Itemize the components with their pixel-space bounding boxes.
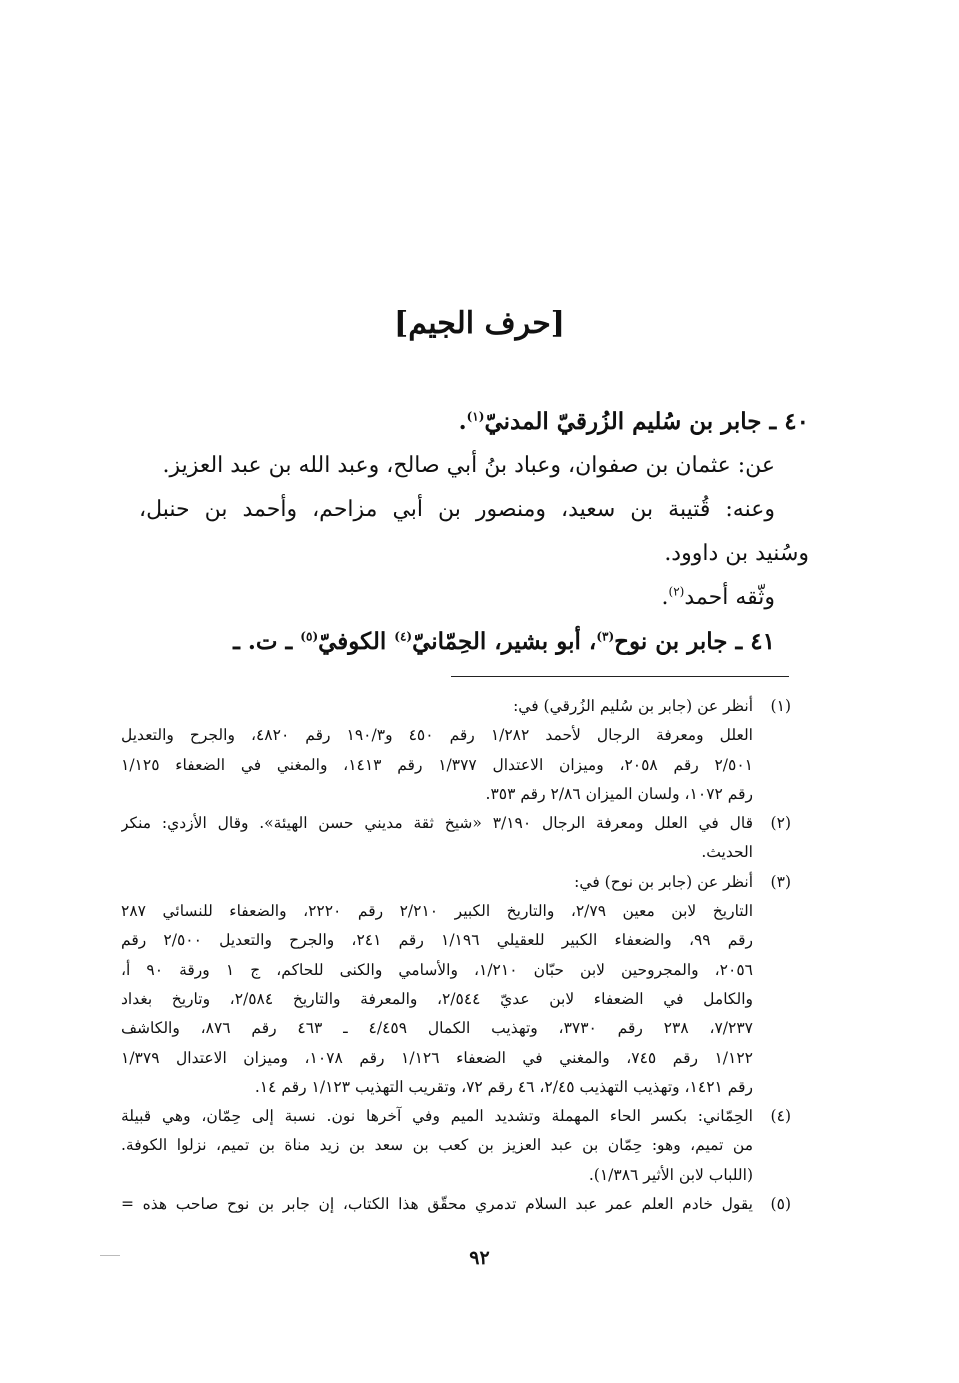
entry-40-tawthiq: وثّقه أحمد$^{(٢)}$. [661, 584, 775, 610]
biography-entries [139, 400, 809, 664]
footnote-line: الحِمّاني: بكسر الحاء المهملة وتشديد الميم وفي آخرها نون. نسبة إلى حِمّان، وهي قبيلة [121, 1107, 753, 1126]
footnote-1 [121, 692, 791, 809]
footnote-line: من تميم، وهو: حِمّان بن عبد العزيز بن كعب بن سعد بن زيد مناة بن تميم، نزلوا الكوفة. [121, 1136, 753, 1155]
footnote-ref-3[interactable]: (٣) [596, 629, 615, 644]
footnote-number: (٣) [770, 872, 791, 891]
footnote-line: والكامل في الضعفاء لابن عديّ ٢/٥٤٤، والمعرفة والتاريخ ٢/٥٨٤، وتاريخ بغداد [121, 989, 753, 1008]
footnote-line: ١/١٢٢ رقم ٧٤٥، والمغني في الضعفاء ١/١٢٦ رقم ١٠٧٨، وميزان الاعتدال ١/٣٧٩ [121, 1048, 753, 1067]
footnote-number: (٥) [770, 1195, 791, 1214]
entry-40-heading: ٤٠ ـ جابر بن سُليم الزُرقيّ المدنيّ$^{(١)}$. [458, 408, 809, 435]
footnotes [121, 692, 791, 1219]
footnote-5 [121, 1190, 791, 1219]
entry-40-teachers: عن: عثمان بن صفوان، وعباد بنُ أبي صالح، وعبد الله بن عبد العزيز. [162, 453, 775, 478]
footnote-2 [121, 809, 791, 868]
footnote-4 [121, 1102, 791, 1190]
footnote-line: رقم ١٠٧٢، ولسان الميزان ٢/٨٦ رقم ٣٥٣. [485, 784, 753, 803]
footnote-ref-4[interactable]: (٤) [394, 629, 413, 644]
footnote-line: العلل ومعرفة الرجال لأحمد ١/٢٨٢ رقم ٤٥٠ و١٩٠/٣ رقم ٤٨٢٠، والجرح والتعديل [121, 726, 753, 745]
entry-40-students-cont: وسُنيد بن داوود. [664, 541, 809, 566]
footnote-number: (٢) [770, 814, 791, 833]
footnote-separator [451, 676, 789, 677]
footnote-line: رقم ٩٩، والضعفاء الكبير للعقيلي ١/١٩٦ رقم ٢٤١، والجرح والتعديل ٢/٥٠٠ رقم [121, 931, 753, 950]
chapter-title: [حرف الجيم] [394, 306, 565, 341]
page-number: ٩٢ [469, 1247, 490, 1269]
footnote-line: أنظر عن (جابر بن نوح) في: [574, 872, 753, 891]
footnote-line: ٧/٢٣٧، ٢٣٨ رقم ٣٧٣٠، وتهذيب الكمال ٤/٤٥٩ ـ ٤٦٣ رقم ٨٧٦، والكاشف [121, 1019, 753, 1038]
footnote-number: (٤) [770, 1107, 791, 1126]
footnote-line: ٢/٥٠١ رقم ٢٠٥٨، وميزان الاعتدال ١/٣٧٧ رقم ١٤١٣، والمغني في الضعفاء ١/١٢٥ [121, 755, 753, 774]
footnote-line: ٢٠٥٦، والمجروحين لابن حبّان ١/٢١٠، والأسامي والكنى للحاكم، ج ١ ورقة ٩٠ أ، [121, 960, 753, 979]
footnote-ref-2[interactable]: (٢) [668, 584, 685, 599]
entry-40-students: وعنه: قُتيبة بن سعيد، ومنصور بن أبي مزاحم، وأحمد بن حنبل، [139, 497, 775, 522]
footnote-line: يقول خادم العلم عمر عبد السلام تدمري محقّق هذا الكتاب، إن جابر بن نوح صاحب هذه = [121, 1195, 753, 1214]
footnote-3 [121, 868, 791, 1102]
footnote-line: (اللباب لابن الأثير ١/٣٨٦). [588, 1165, 753, 1184]
footnote-ref-5[interactable]: (٥) [300, 629, 319, 644]
entry-41-heading: ٤١ ـ جابر بن نوح$^{(٣)}$، أبو بشير، الحِمّانيّ$^{(٤)}$ الكوفيّ$^{(٥)}$ ـ ت. ـ [233, 628, 775, 655]
footnote-number: (١) [770, 697, 791, 715]
footnote-line: رقم ١٤٢١، وتهذيب التهذيب ٢/٤٥، ٤٦ رقم ٧٢، وتقريب التهذيب ١/١٢٣ رقم ١٤. [254, 1077, 753, 1096]
footnote-line: قال في العلل ومعرفة الرجال ٣/١٩٠ «شيخ ثقة مديني حسن الهيئة». وقال الأزدي: منكر [121, 814, 753, 833]
footnote-line: الحديث. [701, 843, 753, 862]
footnote-line: التاريخ لابن معين ٢/٧٩، والتاريخ الكبير ٢/٢١٠ رقم ٢٢٢٠، والضعفاء للنسائي ٢٨٧ [121, 902, 753, 921]
footnote-line: أنظر عن (جابر بن سُليم الزُرقي) في: [513, 697, 753, 715]
footnote-ref-1[interactable]: (١) [466, 409, 485, 424]
